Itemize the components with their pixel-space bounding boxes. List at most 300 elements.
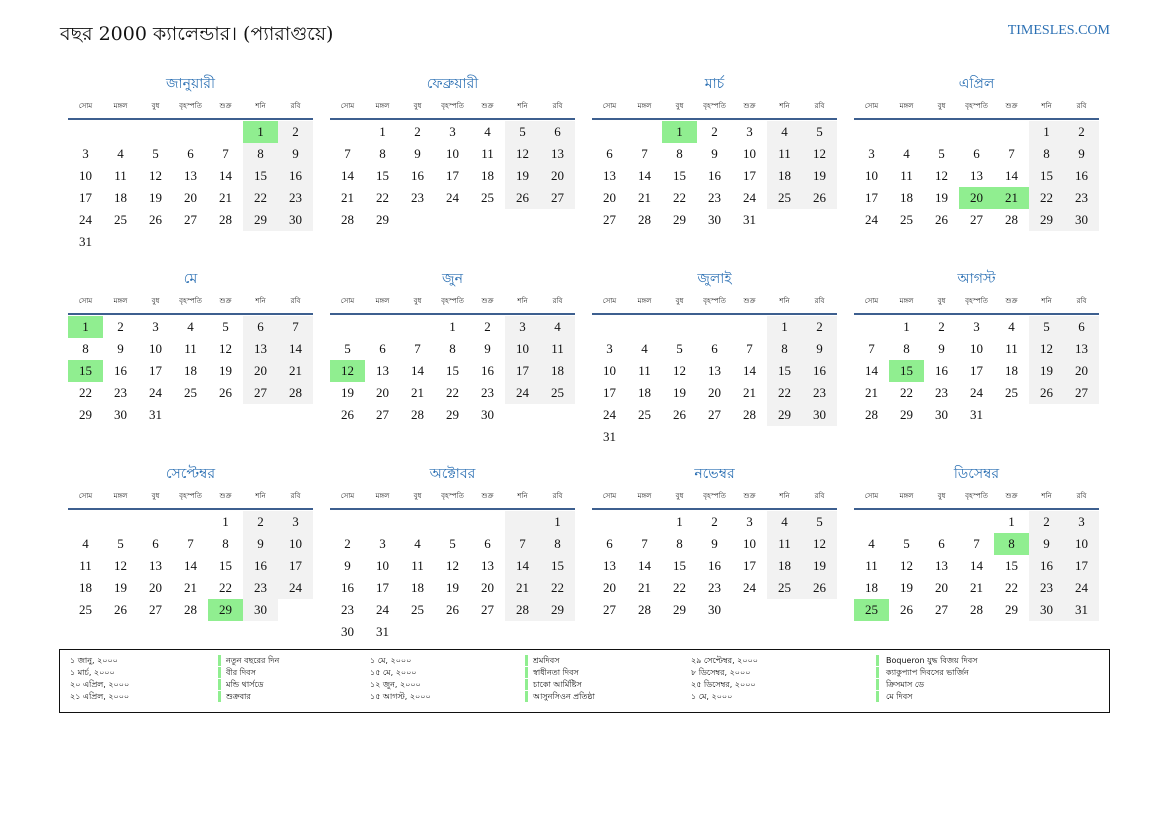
day-cell: 24 <box>505 382 540 404</box>
day-cell: 8 <box>540 533 575 555</box>
weekday-label: শনি <box>779 492 790 500</box>
day-cell: 7 <box>1008 146 1015 161</box>
day-cell: 10 <box>149 341 162 356</box>
day-cell: 30 <box>802 404 837 426</box>
weekday-label: বৃহস্পতি <box>179 102 202 110</box>
weekday-header <box>330 488 575 510</box>
day-cell: 21 <box>219 190 232 205</box>
day-cell: 22 <box>1005 580 1018 595</box>
day-cell: 1 <box>676 514 683 529</box>
weekday-label: মঙ্গল <box>637 492 652 500</box>
empty-cell <box>365 511 400 533</box>
day-cell: 28 <box>341 212 354 227</box>
day-cell: 31 <box>743 212 756 227</box>
day-cell: 21 <box>638 580 651 595</box>
weekday-label: শনি <box>255 297 266 305</box>
day-cell: 11 <box>411 558 424 573</box>
weekday-label: মঙ্গল <box>375 492 390 500</box>
day-cell: 30 <box>481 407 494 422</box>
day-cell: 3 <box>152 319 159 334</box>
day-cell: 15 <box>673 558 686 573</box>
empty-cell <box>662 316 697 338</box>
legend-date: ২৫ ডিসেম্বর, ২০০০ <box>691 680 756 689</box>
weekday-label: শুক্র <box>743 492 756 500</box>
weekday-header <box>854 293 1099 315</box>
holiday-color-marker <box>525 691 528 702</box>
day-cell: 19 <box>114 580 127 595</box>
day-grid <box>68 316 313 426</box>
empty-cell <box>592 511 627 533</box>
empty-cell <box>592 121 627 143</box>
day-cell: 7 <box>187 536 194 551</box>
day-cell: 27 <box>149 602 162 617</box>
day-cell: 4 <box>641 341 648 356</box>
day-cell: 14 <box>638 168 651 183</box>
empty-cell <box>173 511 208 533</box>
day-cell: 20 <box>376 385 389 400</box>
weekday-label: শুক্র <box>219 492 232 500</box>
weekday-label: বৃহস্পতি <box>965 492 988 500</box>
day-cell: 5 <box>802 511 837 533</box>
legend-holiday-name: আসুনসিওন প্রতিষ্ঠা <box>533 692 595 701</box>
day-cell: 20 <box>935 580 948 595</box>
day-cell: 17 <box>1064 555 1099 577</box>
day-cell: 19 <box>219 363 232 378</box>
empty-cell <box>470 511 505 533</box>
day-cell: 7 <box>414 341 421 356</box>
day-cell: 16 <box>1064 165 1099 187</box>
day-cell: 26 <box>900 602 913 617</box>
day-cell: 20 <box>184 190 197 205</box>
legend-date: ১৫ আগস্ট, ২০০০ <box>370 692 431 701</box>
weekday-label: বৃহস্পতি <box>703 492 726 500</box>
weekday-label: বৃহস্পতি <box>703 102 726 110</box>
empty-cell <box>103 511 138 533</box>
day-cell: 4 <box>484 124 491 139</box>
day-cell: 15 <box>767 360 802 382</box>
day-cell: 12 <box>673 363 686 378</box>
day-cell: 18 <box>540 360 575 382</box>
weekday-label: শুক্র <box>219 297 232 305</box>
weekday-header <box>854 488 1099 510</box>
legend-date: ১ মার্চ, ২০০০ <box>70 668 115 677</box>
empty-cell <box>138 121 173 143</box>
day-cell: 11 <box>481 146 494 161</box>
weekday-label: মঙ্গল <box>375 297 390 305</box>
weekday-label: রবি <box>1076 492 1087 500</box>
holiday-day-cell: 8 <box>994 533 1029 555</box>
holiday-day-cell: 15 <box>68 360 103 382</box>
month-calendar <box>854 74 1099 231</box>
weekday-label: বুধ <box>413 492 422 500</box>
month-name: জুলাই <box>697 271 732 287</box>
weekday-label: রবি <box>552 297 563 305</box>
day-cell: 31 <box>970 407 983 422</box>
day-cell: 5 <box>344 341 351 356</box>
day-cell: 1 <box>1008 514 1015 529</box>
empty-cell <box>400 316 435 338</box>
legend-date: ১ মে, ২০০০ <box>691 692 733 701</box>
month-calendar <box>68 74 313 253</box>
day-cell: 18 <box>865 580 878 595</box>
empty-cell <box>924 121 959 143</box>
day-cell: 2 <box>243 511 278 533</box>
day-grid <box>68 121 313 253</box>
month-calendar <box>68 269 313 426</box>
day-grid <box>330 511 575 643</box>
empty-cell <box>400 511 435 533</box>
day-cell: 3 <box>606 341 613 356</box>
day-cell: 18 <box>114 190 127 205</box>
day-cell: 29 <box>767 404 802 426</box>
empty-cell <box>732 316 767 338</box>
day-cell: 29 <box>673 212 686 227</box>
weekday-label: সোম <box>602 102 617 110</box>
day-cell: 1 <box>1029 121 1064 143</box>
day-cell: 6 <box>711 341 718 356</box>
month-calendar <box>592 269 837 448</box>
day-cell: 26 <box>1029 382 1064 404</box>
day-cell: 17 <box>603 385 616 400</box>
weekday-label: শনি <box>517 102 528 110</box>
day-cell: 2 <box>484 319 491 334</box>
day-cell: 16 <box>278 165 313 187</box>
day-cell: 17 <box>865 190 878 205</box>
month-name: এপ্রিল <box>958 76 995 92</box>
day-cell: 12 <box>114 558 127 573</box>
day-cell: 4 <box>540 316 575 338</box>
day-cell: 16 <box>708 168 721 183</box>
weekday-header <box>592 98 837 120</box>
day-cell: 15 <box>1029 165 1064 187</box>
day-cell: 23 <box>243 577 278 599</box>
day-cell: 5 <box>676 341 683 356</box>
day-cell: 16 <box>802 360 837 382</box>
day-cell: 16 <box>481 363 494 378</box>
day-cell: 29 <box>446 407 459 422</box>
day-cell: 4 <box>1008 319 1015 334</box>
day-cell: 18 <box>767 165 802 187</box>
day-cell: 24 <box>603 407 616 422</box>
day-cell: 16 <box>114 363 127 378</box>
day-cell: 27 <box>481 602 494 617</box>
day-cell: 10 <box>743 146 756 161</box>
weekday-label: শনি <box>779 297 790 305</box>
day-cell: 27 <box>243 382 278 404</box>
day-cell: 3 <box>746 124 753 139</box>
day-cell: 5 <box>449 536 456 551</box>
empty-cell <box>627 511 662 533</box>
day-cell: 23 <box>278 187 313 209</box>
day-cell: 11 <box>79 558 92 573</box>
day-cell: 7 <box>973 536 980 551</box>
day-cell: 27 <box>708 407 721 422</box>
day-cell: 14 <box>638 558 651 573</box>
day-cell: 5 <box>903 536 910 551</box>
weekday-label: সোম <box>602 297 617 305</box>
day-cell: 6 <box>606 146 613 161</box>
day-cell: 17 <box>376 580 389 595</box>
legend-holiday-name: শুক্রবার <box>226 692 251 701</box>
day-cell: 9 <box>938 341 945 356</box>
day-cell: 4 <box>868 536 875 551</box>
day-cell: 11 <box>900 168 913 183</box>
day-cell: 4 <box>117 146 124 161</box>
day-cell: 8 <box>903 341 910 356</box>
day-cell: 18 <box>1005 363 1018 378</box>
day-cell: 1 <box>767 316 802 338</box>
day-cell: 2 <box>938 319 945 334</box>
day-cell: 19 <box>802 165 837 187</box>
day-cell: 29 <box>79 407 92 422</box>
day-cell: 6 <box>973 146 980 161</box>
weekday-label: বুধ <box>413 297 422 305</box>
day-cell: 22 <box>446 385 459 400</box>
month-name: অক্টোবর <box>429 466 476 482</box>
weekday-label: রবি <box>290 492 301 500</box>
empty-cell <box>330 121 365 143</box>
day-cell: 3 <box>449 124 456 139</box>
day-cell: 24 <box>743 580 756 595</box>
day-cell: 25 <box>184 385 197 400</box>
holiday-legend <box>59 649 1110 713</box>
day-cell: 7 <box>746 341 753 356</box>
day-cell: 16 <box>708 558 721 573</box>
day-cell: 18 <box>411 580 424 595</box>
weekday-label: বুধ <box>937 297 946 305</box>
day-cell: 8 <box>676 146 683 161</box>
day-cell: 23 <box>1064 187 1099 209</box>
day-cell: 22 <box>79 385 92 400</box>
empty-cell <box>330 316 365 338</box>
weekday-label: রবি <box>814 492 825 500</box>
holiday-day-cell: 1 <box>68 316 103 338</box>
day-cell: 31 <box>376 624 389 639</box>
day-cell: 13 <box>708 363 721 378</box>
day-cell: 23 <box>114 385 127 400</box>
day-cell: 7 <box>222 146 229 161</box>
day-cell: 10 <box>1064 533 1099 555</box>
day-cell: 11 <box>767 533 802 555</box>
day-cell: 12 <box>219 341 232 356</box>
weekday-label: বৃহস্পতি <box>179 297 202 305</box>
legend-holiday-name: শ্রমদিবস <box>533 656 560 665</box>
day-cell: 16 <box>341 580 354 595</box>
day-cell: 26 <box>149 212 162 227</box>
day-cell: 22 <box>1029 187 1064 209</box>
holiday-day-cell: 25 <box>854 599 889 621</box>
day-cell: 22 <box>219 580 232 595</box>
month-calendar <box>330 74 575 231</box>
weekday-header <box>330 98 575 120</box>
day-cell: 28 <box>638 602 651 617</box>
legend-date: ১২ জুন, ২০০০ <box>370 680 421 689</box>
weekday-header <box>592 293 837 315</box>
empty-cell <box>208 121 243 143</box>
day-cell: 31 <box>149 407 162 422</box>
day-cell: 7 <box>641 536 648 551</box>
weekday-label: মঙ্গল <box>899 492 914 500</box>
day-cell: 12 <box>446 558 459 573</box>
weekday-label: শুক্র <box>481 297 494 305</box>
day-cell: 25 <box>767 577 802 599</box>
day-cell: 9 <box>414 146 421 161</box>
day-cell: 15 <box>446 363 459 378</box>
day-cell: 9 <box>117 341 124 356</box>
empty-cell <box>505 511 540 533</box>
weekday-label: বুধ <box>413 102 422 110</box>
day-cell: 28 <box>1005 212 1018 227</box>
day-cell: 26 <box>341 407 354 422</box>
day-cell: 6 <box>187 146 194 161</box>
empty-cell <box>627 121 662 143</box>
day-cell: 8 <box>222 536 229 551</box>
month-calendar <box>68 464 313 621</box>
day-cell: 12 <box>935 168 948 183</box>
month-calendar <box>592 74 837 231</box>
day-cell: 26 <box>505 187 540 209</box>
day-cell: 21 <box>184 580 197 595</box>
empty-cell <box>592 316 627 338</box>
day-cell: 29 <box>673 602 686 617</box>
day-cell: 28 <box>411 407 424 422</box>
day-cell: 25 <box>638 407 651 422</box>
day-cell: 6 <box>938 536 945 551</box>
day-cell: 22 <box>673 580 686 595</box>
day-cell: 29 <box>1005 602 1018 617</box>
day-grid <box>854 121 1099 231</box>
day-cell: 27 <box>935 602 948 617</box>
day-cell: 1 <box>449 319 456 334</box>
day-cell: 28 <box>638 212 651 227</box>
month-name: জুন <box>442 271 463 287</box>
weekday-label: মঙ্গল <box>637 102 652 110</box>
day-cell: 2 <box>711 514 718 529</box>
day-cell: 25 <box>411 602 424 617</box>
month-name: আগস্ট <box>957 271 996 287</box>
day-cell: 23 <box>411 190 424 205</box>
weekday-label: বৃহস্পতি <box>441 297 464 305</box>
day-cell: 3 <box>868 146 875 161</box>
day-cell: 9 <box>1064 143 1099 165</box>
day-cell: 8 <box>767 338 802 360</box>
day-cell: 2 <box>117 319 124 334</box>
day-cell: 24 <box>149 385 162 400</box>
day-cell: 21 <box>341 190 354 205</box>
day-cell: 13 <box>184 168 197 183</box>
day-cell: 26 <box>802 187 837 209</box>
weekday-label: রবি <box>814 297 825 305</box>
day-cell: 2 <box>344 536 351 551</box>
day-cell: 19 <box>446 580 459 595</box>
day-cell: 12 <box>802 533 837 555</box>
legend-holiday-name: নতুন বছরের দিন <box>226 656 280 665</box>
holiday-color-marker <box>525 655 528 666</box>
empty-cell <box>365 316 400 338</box>
legend-date: ২১ এপ্রিল, ২০০০ <box>70 692 130 701</box>
weekday-label: মঙ্গল <box>375 102 390 110</box>
weekday-label: রবি <box>1076 102 1087 110</box>
weekday-label: সোম <box>340 492 355 500</box>
day-cell: 29 <box>243 209 278 231</box>
empty-cell <box>68 121 103 143</box>
day-cell: 20 <box>603 190 616 205</box>
brand-link[interactable]: TIMESLES.COM <box>1007 23 1110 38</box>
day-grid <box>330 121 575 231</box>
day-cell: 17 <box>446 168 459 183</box>
holiday-color-marker <box>876 691 879 702</box>
day-cell: 20 <box>243 360 278 382</box>
day-cell: 24 <box>865 212 878 227</box>
day-cell: 12 <box>149 168 162 183</box>
empty-cell <box>854 121 889 143</box>
day-cell: 15 <box>1005 558 1018 573</box>
empty-cell <box>68 511 103 533</box>
day-cell: 11 <box>1005 341 1018 356</box>
day-cell: 27 <box>184 212 197 227</box>
day-cell: 27 <box>603 602 616 617</box>
weekday-label: শুক্র <box>219 102 232 110</box>
day-cell: 30 <box>708 212 721 227</box>
weekday-label: শনি <box>1041 297 1052 305</box>
day-cell: 24 <box>278 577 313 599</box>
legend-date: ১ মে, ২০০০ <box>370 656 412 665</box>
day-cell: 1 <box>540 511 575 533</box>
month-calendar <box>854 269 1099 426</box>
day-cell: 10 <box>278 533 313 555</box>
day-cell: 9 <box>1029 533 1064 555</box>
empty-cell <box>173 121 208 143</box>
empty-cell <box>959 121 994 143</box>
day-cell: 8 <box>82 341 89 356</box>
day-cell: 10 <box>446 146 459 161</box>
holiday-day-cell: 15 <box>889 360 924 382</box>
day-cell: 20 <box>708 385 721 400</box>
day-grid <box>330 316 575 426</box>
day-cell: 24 <box>970 385 983 400</box>
holiday-day-cell: 21 <box>994 187 1029 209</box>
day-cell: 13 <box>1064 338 1099 360</box>
day-cell: 17 <box>79 190 92 205</box>
weekday-label: শনি <box>255 102 266 110</box>
day-cell: 21 <box>505 577 540 599</box>
month-name: মার্চ <box>704 76 725 92</box>
empty-cell <box>994 121 1029 143</box>
day-cell: 10 <box>505 338 540 360</box>
holiday-day-cell: 1 <box>243 121 278 143</box>
weekday-label: শনি <box>779 102 790 110</box>
day-cell: 8 <box>243 143 278 165</box>
day-cell: 30 <box>1064 209 1099 231</box>
holiday-day-cell: 12 <box>330 360 365 382</box>
day-cell: 29 <box>540 599 575 621</box>
day-cell: 2 <box>414 124 421 139</box>
day-cell: 23 <box>935 385 948 400</box>
day-cell: 23 <box>481 385 494 400</box>
day-cell: 6 <box>379 341 386 356</box>
month-name: নভেম্বর <box>694 466 735 482</box>
empty-cell <box>697 316 732 338</box>
day-cell: 14 <box>1005 168 1018 183</box>
day-cell: 5 <box>1029 316 1064 338</box>
day-cell: 13 <box>970 168 983 183</box>
day-cell: 16 <box>935 363 948 378</box>
day-cell: 3 <box>82 146 89 161</box>
day-cell: 18 <box>184 363 197 378</box>
weekday-label: সোম <box>602 492 617 500</box>
day-cell: 27 <box>540 187 575 209</box>
empty-cell <box>854 316 889 338</box>
